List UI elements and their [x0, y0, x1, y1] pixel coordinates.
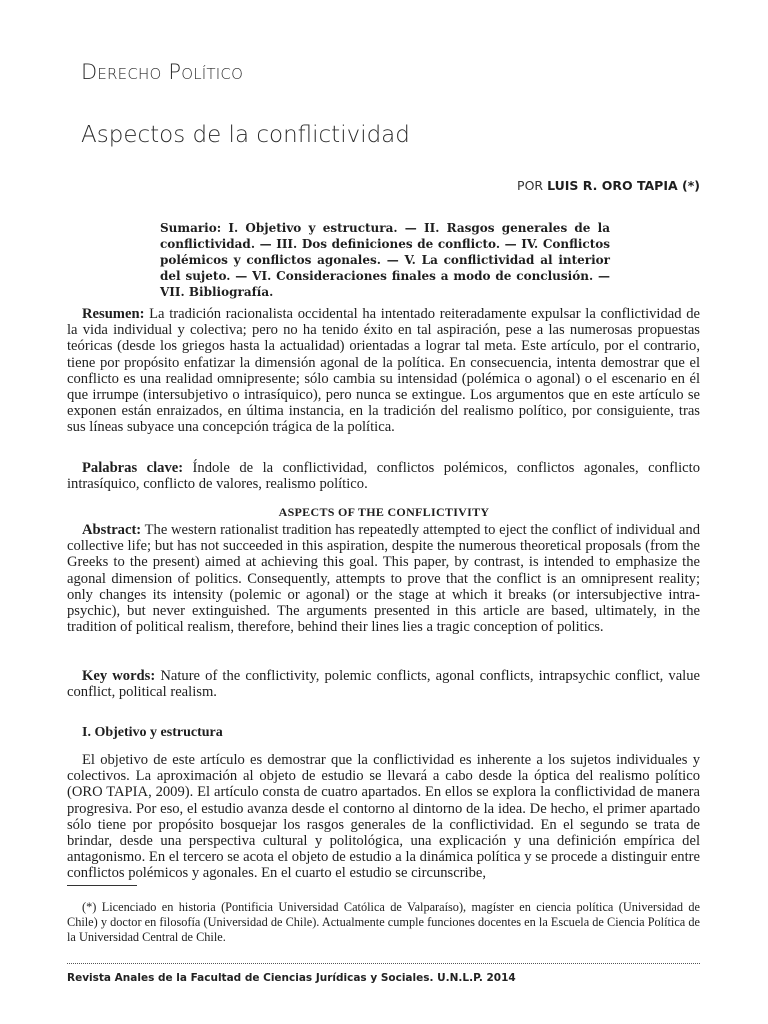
- key-words-block: [67, 668, 700, 700]
- byline-author: LUIS R. ORO TAPIA (*): [547, 178, 700, 193]
- journal-footer: Revista Anales de la Facultad de Ciencias Jurídicas y Sociales. U.N.L.P. 2014: [67, 972, 516, 984]
- section-body: [67, 752, 700, 882]
- byline: [517, 178, 700, 193]
- section-paragraph: El objetivo de este artículo es demostrar que la conflictividad es inherente a los sujetos individuales y colectivos. La aproximación al objeto de estudio se llevará a cabo desde la óptica del realismo político (ORO TAPIA, 2009). El artículo consta de cuatro apartados. En ellos se explora la conflictividad de manera progresiva. Por eso, el estudio avanza desde el contorno al dintorno de la idea. De hecho, el primer apartado sólo tiene por propósito bosquejar los rasgos generales de la conflictividad. En el segundo se trata de brindar, desde una perspectiva cultural y politológica, una explicación y una definición empírica del antagonismo. En el tercero se acota el objeto de estudio a la dinámica política y se procede a distinguir entre conflictos polémicos y agonales. En el cuarto el estudio se circunscribe,: [67, 752, 700, 882]
- abstract-label: Abstract:: [82, 522, 142, 538]
- footnote-text: (*) Licenciado en historia (Pontificia Universidad Católica de Valparaíso), magíster en ciencia política (Universidad de Chile) y doctor en filosofía (Universidad de Chile). Actualmente cumple funciones docentes en la Escuela de Ciencia Política de la Universidad Central de Chile.: [67, 900, 700, 944]
- key-words-label: Key words:: [82, 668, 156, 684]
- english-title: ASPECTS OF THE CONFLICTIVITY: [278, 505, 490, 519]
- footer-divider: [67, 963, 700, 964]
- article-title: Aspectos de la conflictividad: [81, 122, 410, 148]
- resumen-label: Resumen:: [82, 306, 145, 322]
- palabras-clave-text: Índole de la conflictividad, conflictos polémicos, conflictos agonales, conflicto intrasíquico, conflicto de valores, realismo político.: [67, 460, 700, 493]
- palabras-clave-label: Palabras clave:: [82, 460, 184, 476]
- section-title: I. Objetivo y estructura: [82, 725, 223, 740]
- footnote: [67, 900, 700, 945]
- footnote-divider: [67, 885, 137, 886]
- resumen-block: [67, 306, 700, 436]
- palabras-clave-block: [67, 460, 700, 492]
- resumen-text: La tradición racionalista occidental ha intentado reiteradamente expulsar la conflictividad de la vida individual y colectiva; pero no ha tenido éxito en tal aspiración, pese a las numerosas propuestas teóricas (desde los griegos hasta la actualidad) orientadas a lograr tal meta. Este artículo, por el contrario, tiene por propósito enfatizar la dimensión agonal de la política. En consecuencia, intenta demostrar que el conflicto es una realidad omnipresente; sólo cambia su intensidad (polémica o agonal) o el escenario en él que irrumpe (intersubjetivo o intrasíquico), pero nunca se extingue. Los argumentos que en este artículo se exponen están enraizados, en última instancia, en la tradición del realismo político, por consiguiente, tras sus líneas subyace una concepción trágica de la política.: [67, 306, 700, 436]
- summary: Sumario: I. Objetivo y estructura. — II. Rasgos generales de la conflictividad. — III. Dos definiciones de conflicto. — IV. Conflictos polémicos y conflictos agonales. — V. La conflictividad al interior del sujeto. — VI. Consideraciones finales a modo de conclusión. — VII. Bibliografía.: [160, 221, 610, 299]
- abstract-text: The western rationalist tradition has repeatedly attempted to eject the conflict of individual and collective life; but has not succeeded in this aspiration, despite the numerous theoretical proposals (from the Greeks to the present) aimed at achieving this goal. This paper, by contrast, is intended to emphasize the agonal dimension of politics. Consequently, attempts to prove that the conflict is an omnipresent reality; only changes its intensity (polemic or agonal) or the stage at which it breaks (or intersubjective intra-psychic), but never extinguished. The arguments presented in this article are based, ultimately, in the tradition of political realism, therefore, behind their lines lies a tragic conception of politics.: [67, 522, 700, 636]
- section-header: Derecho Político: [81, 60, 244, 84]
- key-words-text: Nature of the conflictivity, polemic conflicts, agonal conflicts, intrapsychic conflict, value conflict, political realism.: [67, 668, 700, 701]
- byline-prefix: POR: [517, 178, 544, 193]
- abstract-block: [67, 522, 700, 635]
